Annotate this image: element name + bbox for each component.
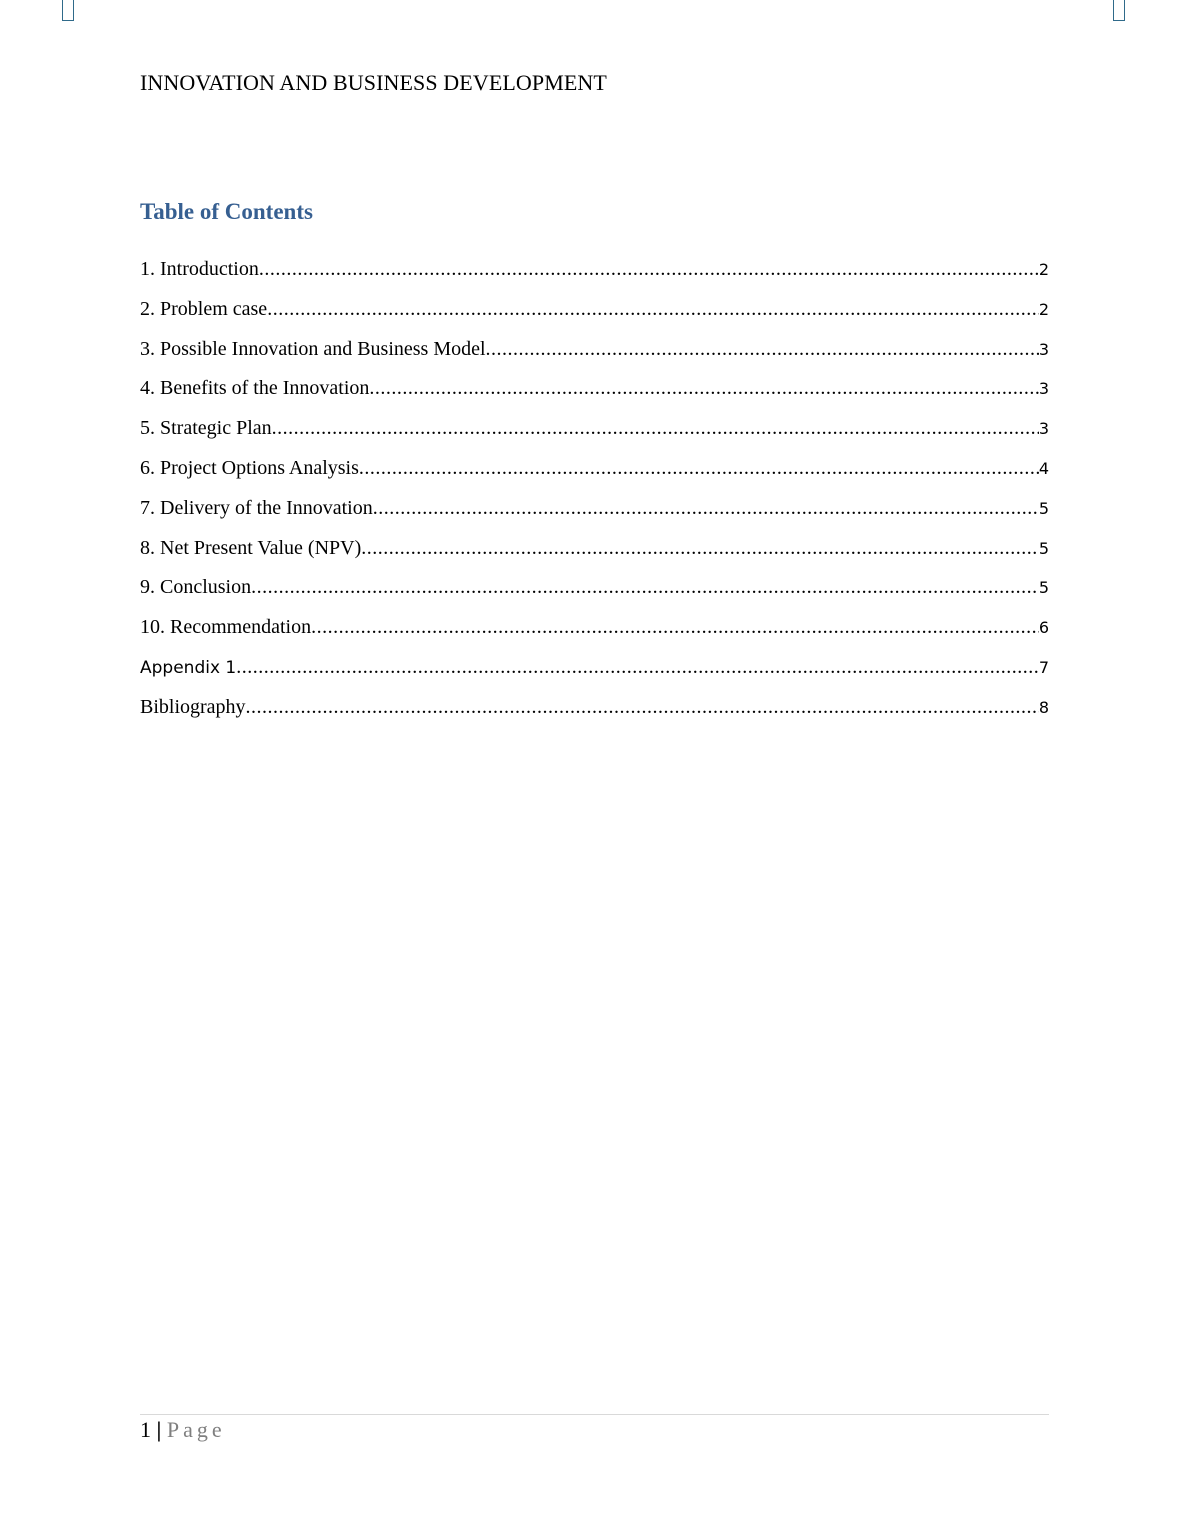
- footer-separator: |: [156, 1417, 162, 1442]
- toc-entry-benefits[interactable]: [140, 377, 1049, 417]
- toc-dot-leader: [373, 497, 1039, 520]
- toc-dot-leader: [359, 457, 1039, 480]
- toc-entry-label: 9. Conclusion: [140, 576, 252, 599]
- footer-page-word: Page: [166, 1417, 226, 1442]
- toc-entry-possible-innovation[interactable]: [140, 338, 1049, 378]
- toc-dot-leader: [246, 696, 1039, 719]
- toc-entry-project-options[interactable]: [140, 457, 1049, 497]
- toc-entry-label: 2. Problem case: [140, 297, 268, 320]
- toc-entry-conclusion[interactable]: [140, 576, 1049, 616]
- toc-entry-problem-case[interactable]: [140, 298, 1049, 338]
- toc-dot-leader: [267, 298, 1039, 321]
- toc-entry-page: 3: [1038, 379, 1049, 399]
- toc-entry-label: Bibliography: [140, 695, 246, 718]
- toc-dot-leader: [251, 576, 1039, 599]
- page-footer: [140, 1417, 226, 1443]
- toc-dot-leader: [369, 377, 1038, 400]
- toc-entry-page: 6: [1038, 618, 1049, 638]
- toc-entry-recommendation[interactable]: [140, 616, 1049, 656]
- toc-title: Table of Contents: [140, 199, 313, 224]
- toc-entry-introduction[interactable]: [140, 258, 1049, 298]
- toc-entry-label: 6. Project Options Analysis: [140, 456, 359, 479]
- toc-dot-leader: [259, 258, 1039, 281]
- toc-entry-page: 2: [1038, 260, 1049, 279]
- toc-entry-page: 5: [1038, 538, 1049, 558]
- toc-dot-leader: [236, 656, 1039, 679]
- toc-entry-strategic-plan[interactable]: [140, 417, 1049, 457]
- toc-entry-label: 8. Net Present Value (NPV): [140, 536, 362, 559]
- toc-entry-page: 5: [1038, 498, 1049, 518]
- toc-list: [140, 258, 1049, 736]
- footer-divider: [140, 1414, 1049, 1415]
- toc-entry-label: 5. Strategic Plan: [140, 417, 272, 440]
- toc-dot-leader: [311, 616, 1039, 639]
- running-header: INNOVATION AND BUSINESS DEVELOPMENT: [140, 70, 607, 95]
- toc-entry-label: 7. Delivery of the Innovation: [140, 496, 373, 519]
- toc-entry-label: 4. Benefits of the Innovation: [140, 377, 370, 400]
- toc-entry-page: 5: [1038, 578, 1049, 598]
- toc-entry-label: 3. Possible Innovation and Business Model: [140, 337, 486, 360]
- header-corner-mark-right: [1113, 0, 1125, 21]
- toc-entry-page: 3: [1038, 339, 1049, 359]
- toc-entry-appendix-1[interactable]: [140, 656, 1049, 696]
- toc-dot-leader: [486, 338, 1039, 361]
- toc-dot-leader: [272, 417, 1039, 440]
- toc-entry-page: 7: [1038, 657, 1049, 677]
- toc-entry-npv[interactable]: [140, 537, 1049, 577]
- toc-entry-page: 2: [1038, 299, 1049, 319]
- header-corner-mark-left: [62, 0, 74, 21]
- footer-page-number: 1: [140, 1417, 151, 1442]
- toc-entry-page: 8: [1038, 697, 1049, 717]
- toc-entry-label: 10. Recommendation: [140, 616, 312, 639]
- toc-dot-leader: [361, 537, 1039, 560]
- toc-entry-bibliography[interactable]: [140, 696, 1049, 736]
- toc-entry-delivery[interactable]: [140, 497, 1049, 537]
- toc-entry-page: 3: [1038, 419, 1049, 439]
- toc-entry-page: 4: [1038, 458, 1049, 478]
- toc-entry-label: 1. Introduction: [140, 258, 259, 280]
- toc-entry-label: Appendix 1: [140, 657, 237, 678]
